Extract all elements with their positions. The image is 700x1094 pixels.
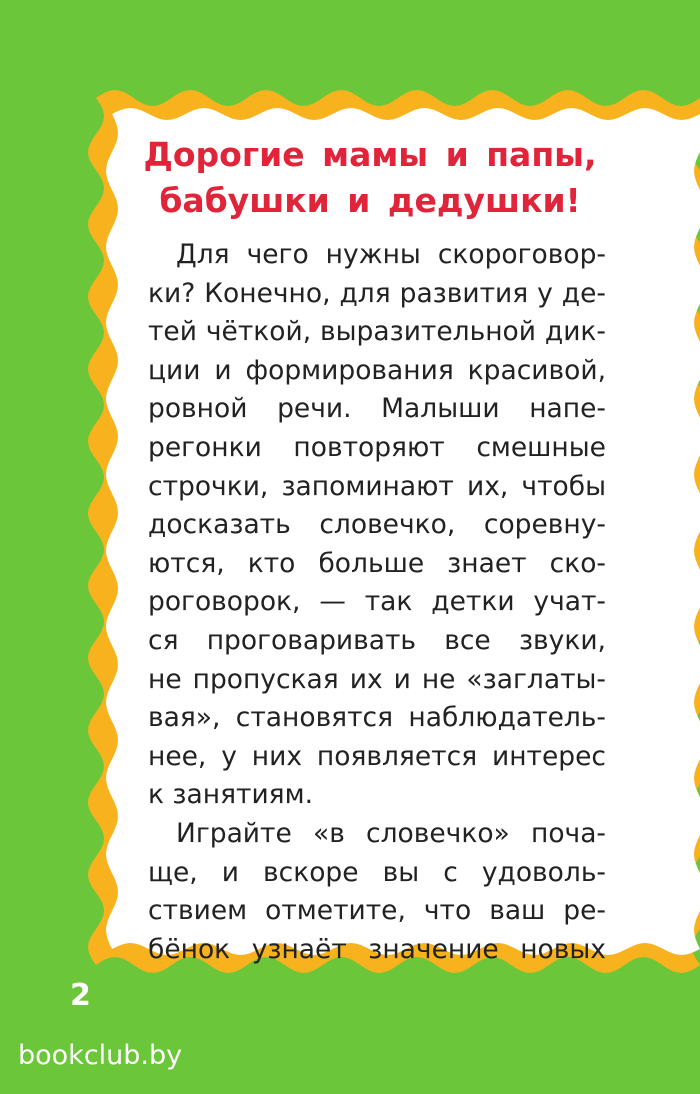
title-line-1: Дорогие мамы и папы, bbox=[143, 135, 597, 174]
text-line: Играйте «в словечко» поча- bbox=[176, 817, 606, 849]
text-line: бёнок узнаёт значение новых bbox=[148, 933, 606, 965]
text-line: ки? Конечно, для развития у де- bbox=[148, 277, 606, 309]
watermark-label: bookclub.by bbox=[18, 1040, 183, 1071]
body-text bbox=[148, 236, 606, 969]
text-line: ровной речи. Малыши напе- bbox=[148, 393, 606, 425]
text-line: вая», становятся наблюдатель- bbox=[148, 702, 606, 734]
page-number: 2 bbox=[70, 978, 91, 1013]
text-line: досказать словечко, соревну- bbox=[148, 509, 606, 541]
text-line: регонки повторяют смешные bbox=[148, 431, 606, 463]
title-line-2: бабушки и дедушки! bbox=[159, 181, 581, 220]
text-line: строчки, запоминают их, чтобы bbox=[148, 470, 606, 502]
text-line: ции и формирования красивой, bbox=[148, 354, 606, 386]
text-line: тей чёткой, выразительной дик- bbox=[148, 316, 606, 348]
text-line: ются, кто больше знает ско- bbox=[148, 547, 606, 579]
text-line: ся проговаривать все звуки, bbox=[148, 624, 606, 656]
text-line: не пропуская их и не «заглаты- bbox=[148, 663, 606, 695]
text-line: к занятиям. bbox=[148, 779, 314, 811]
text-line: ствием отметите, что ваш ре- bbox=[148, 895, 606, 927]
text-line: ще, и вскоре вы с удоволь- bbox=[148, 856, 606, 888]
text-line: нее, у них появляется интерес bbox=[148, 740, 606, 772]
text-line: роговорок, — так детки учат- bbox=[148, 586, 606, 618]
text-line: Для чего нужны скороговор- bbox=[176, 239, 606, 270]
page-title bbox=[130, 132, 610, 224]
